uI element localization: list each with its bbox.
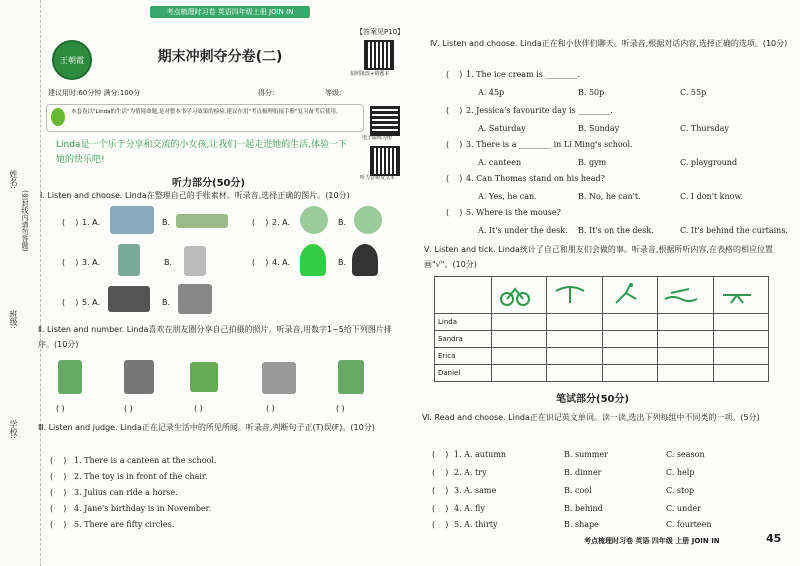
boy-reading-picture [184, 246, 206, 276]
choice-blank[interactable]: ( ) [432, 504, 449, 513]
section-6-title: Ⅵ. Read and choose. Linda正在识记英文单词。读一读,选出下列每组中不同类的一项。(5分) [422, 413, 760, 422]
grade-label: 等级: [325, 89, 342, 97]
tick-cell[interactable] [547, 314, 602, 331]
tick-cell[interactable] [492, 331, 547, 348]
s6-item-5: 5. A. thirty [454, 520, 498, 529]
tick-cell[interactable] [713, 331, 768, 348]
s1-item-1-b: B. [162, 218, 171, 227]
s4-q1-b: B. 50p [578, 88, 605, 97]
footer-text: 考点梳理时习卷 英语 四年级 上册 JOIN IN [584, 537, 720, 545]
qr-code-ebook[interactable] [370, 106, 400, 136]
tick-cell[interactable] [602, 365, 657, 382]
s6-item-2-b: B. dinner [564, 468, 602, 477]
s3-item-3: 3. Julius can ride a horse. [74, 488, 178, 497]
s1-item-3-b: B. [164, 258, 173, 267]
s1-item-4: 4. A. [272, 258, 291, 267]
desk-picture [178, 284, 212, 314]
choice-blank[interactable]: ( ) [446, 70, 463, 79]
answer-blank[interactable]: ( ) [62, 218, 79, 227]
name-label: 姓名: [9, 170, 18, 189]
girl-icon [51, 108, 65, 126]
s4-q4-a: A. Yes, he can. [478, 192, 537, 201]
judge-blank[interactable]: ( ) [50, 456, 67, 465]
s6-item-3-c: C. stop [666, 486, 695, 495]
gymnastics-icon [547, 277, 602, 314]
s4-q1-c: C. 55p [680, 88, 707, 97]
tick-cell[interactable] [547, 348, 602, 365]
qr3-caption: 听力音频及文本 [360, 175, 396, 181]
brand-logo: 王朝霞 [52, 40, 92, 80]
judge-blank[interactable]: ( ) [50, 488, 67, 497]
s4-q2-b: B. Sunday [578, 124, 620, 133]
s4-q3-a: A. canteen [478, 158, 522, 167]
section-2-title: Ⅱ. Listen and number. Linda喜欢在朋友圈分享自己拍摄的照片。听录音,用数字1~5给下列图片排序。(10分) [38, 325, 392, 349]
tick-cell[interactable] [602, 314, 657, 331]
row-label: Daniel [435, 365, 492, 382]
section-3-title: Ⅲ. Listen and judge. Linda正在记录生活中的所见所闻。听录音,判断句子正(T)误(F)。(10分) [38, 423, 375, 432]
s6-item-3-b: B. cool [564, 486, 592, 495]
photo-2 [124, 360, 154, 394]
judge-blank[interactable]: ( ) [50, 504, 67, 513]
number-blank[interactable]: ( ) [266, 404, 275, 413]
s1-item-5-b: B. [162, 298, 171, 307]
computer-picture [108, 286, 150, 312]
s4-q5-c: C. It's behind the curtains. [680, 226, 788, 235]
s1-item-2: 2. A. [272, 218, 291, 227]
s3-item-5: 5. There are fifty circles. [74, 520, 175, 529]
section-4-title: Ⅳ. Listen and choose. Linda正在和小伙伴们聊天。听录音,根据对话内容,选择正确的选项。(10分) [430, 39, 788, 48]
tick-cell[interactable] [713, 348, 768, 365]
globe-picture [354, 206, 382, 234]
train-picture [176, 214, 228, 228]
answer-blank[interactable]: ( ) [252, 258, 269, 267]
s1-item-1: 1. A. [82, 218, 101, 227]
judge-blank[interactable]: ( ) [50, 472, 67, 481]
tick-cell[interactable] [713, 314, 768, 331]
s4-q4-c: C. I don't know. [680, 192, 743, 201]
choice-blank[interactable]: ( ) [446, 106, 463, 115]
s4-q2-a: A. Saturday [478, 124, 526, 133]
number-blank[interactable]: ( ) [336, 404, 345, 413]
s3-item-2: 2. The toy is in front of the chair. [74, 472, 208, 481]
tick-cell[interactable] [658, 348, 713, 365]
s4-q3: 3. There is a ________ in Li Ming's school. [466, 140, 633, 149]
tick-cell[interactable] [492, 365, 547, 382]
s3-item-1: 1. There is a canteen at the school. [74, 456, 217, 465]
binding-sidebar [0, 0, 41, 566]
photo-3 [190, 362, 218, 392]
qr-code-grading[interactable] [364, 40, 394, 70]
tick-table [434, 276, 769, 382]
listening-heading: 听力部分(50分) [172, 178, 246, 189]
running-icon [713, 277, 768, 314]
s6-item-4-b: B. behind [564, 504, 603, 513]
tick-cell[interactable] [547, 365, 602, 382]
tick-cell[interactable] [658, 365, 713, 382]
section-1-title: Ⅰ. Listen and choose. Linda在整理自己的手账素材。听录音,选择正确的图片。(10分) [40, 191, 350, 200]
row-label: Sandra [435, 331, 492, 348]
row-label: Erica [435, 348, 492, 365]
number-blank[interactable]: ( ) [56, 404, 65, 413]
boy-face-picture [352, 244, 378, 276]
choice-blank[interactable]: ( ) [432, 468, 449, 477]
s6-item-1-c: C. season [666, 450, 705, 459]
tick-cell[interactable] [547, 331, 602, 348]
row-label: Linda [435, 314, 492, 331]
choice-blank[interactable]: ( ) [432, 486, 449, 495]
s6-item-5-b: B. shape [564, 520, 599, 529]
s1-item-3: 3. A. [82, 258, 101, 267]
girl-picture [300, 244, 326, 276]
s6-item-1-b: B. summer [564, 450, 608, 459]
page-title: 期末冲刺夺分卷(二) [157, 49, 283, 65]
s6-item-4: 4. A. fly [454, 504, 485, 513]
s1-item-4-b: B. [338, 258, 347, 267]
s4-q5-a: A. It's under the desk. [478, 226, 568, 235]
right-page [404, 0, 800, 566]
cycling-icon [492, 277, 547, 314]
number-blank[interactable]: ( ) [194, 404, 203, 413]
skating-icon [602, 277, 657, 314]
s4-q5-b: B. It's on the desk. [578, 226, 654, 235]
s1-item-5: 5. A. [82, 298, 101, 307]
shop-picture [110, 206, 154, 234]
s6-item-1: 1. A. autumn [454, 450, 507, 459]
writing-heading: 笔试部分(50分) [556, 394, 630, 405]
number-blank[interactable]: ( ) [124, 404, 133, 413]
choice-blank[interactable]: ( ) [432, 520, 449, 529]
choice-blank[interactable]: ( ) [432, 450, 449, 459]
s4-q2: 2. Jessica's favourite day is ________. [466, 106, 613, 115]
intro-story: Linda是一个乐于分享和交流的小女孩,让我们一起走进她的生活,体验一下她的快乐吧! [56, 140, 348, 165]
tick-cell[interactable] [492, 314, 547, 331]
s4-q5: 5. Where is the mouse? [466, 208, 561, 217]
s1-item-2-b: B. [338, 218, 347, 227]
s6-item-2: 2. A. try [454, 468, 487, 477]
s3-item-4: 4. Jane's birthday is in November. [74, 504, 212, 513]
s4-q4: 4. Can Thomas stand on his head? [466, 174, 605, 183]
intro-tip: 本套卷以"Linda的生活"为情境命题,是对整本书学习效果的检验,建议在用"考点梳理衔接手册"复习备考后使用。 [71, 109, 342, 115]
choice-blank[interactable]: ( ) [446, 174, 463, 183]
qr2-caption: 电子版练习册 [362, 135, 393, 141]
tick-cell[interactable] [602, 331, 657, 348]
tick-cell[interactable] [658, 331, 713, 348]
answer-blank[interactable]: ( ) [62, 258, 79, 267]
section-5-title: Ⅴ. Listen and tick. Linda统计了自己和朋友们会做的事。听录音,根据所听内容,在表格的相应位置画"√"。(10分) [424, 245, 773, 269]
s6-item-5-c: C. fourteen [666, 520, 712, 529]
tick-cell[interactable] [713, 365, 768, 382]
map-picture [300, 206, 328, 234]
s4-q3-c: C. playground [680, 158, 738, 167]
tick-cell[interactable] [602, 348, 657, 365]
swimming-icon [658, 277, 713, 314]
s4-q2-c: C. Thursday [680, 124, 729, 133]
tick-cell[interactable] [658, 314, 713, 331]
qr1-caption: 拍照批改+错题本 [350, 71, 390, 77]
s4-q3-b: B. gym [578, 158, 607, 167]
boy-picture [118, 244, 140, 276]
s4-q4-b: B. No, he can't. [578, 192, 641, 201]
s6-item-2-c: C. help [666, 468, 695, 477]
seal-note: (密封线内请勿答题) [21, 190, 29, 252]
choice-blank[interactable]: ( ) [446, 208, 463, 217]
qr-code-audio[interactable] [370, 146, 400, 176]
s4-q1: 1. The ice cream is ________. [466, 70, 580, 79]
school-label: 学校: [9, 420, 18, 439]
photo-1 [58, 360, 82, 394]
score-label: 得分: [258, 89, 275, 97]
photo-5 [338, 360, 364, 394]
tick-cell[interactable] [492, 348, 547, 365]
choice-blank[interactable]: ( ) [446, 140, 463, 149]
page-number: 45 [766, 532, 782, 545]
answer-ref: 【答案见P10】 [356, 28, 405, 36]
banner: 考点梳理时习卷 英语四年级上册 JOIN IN [150, 6, 310, 18]
s6-item-4-c: C. under [666, 504, 701, 513]
answer-blank[interactable]: ( ) [62, 298, 79, 307]
intro-tip-box [46, 104, 364, 132]
s4-q1-a: A. 45p [478, 88, 505, 97]
s6-item-3: 3. A. same [454, 486, 497, 495]
time-info: 建议用时:60分钟 满分:100分 [48, 89, 141, 97]
judge-blank[interactable]: ( ) [50, 520, 67, 529]
class-label: 班级: [9, 310, 18, 329]
answer-blank[interactable]: ( ) [252, 218, 269, 227]
photo-4 [262, 362, 296, 394]
